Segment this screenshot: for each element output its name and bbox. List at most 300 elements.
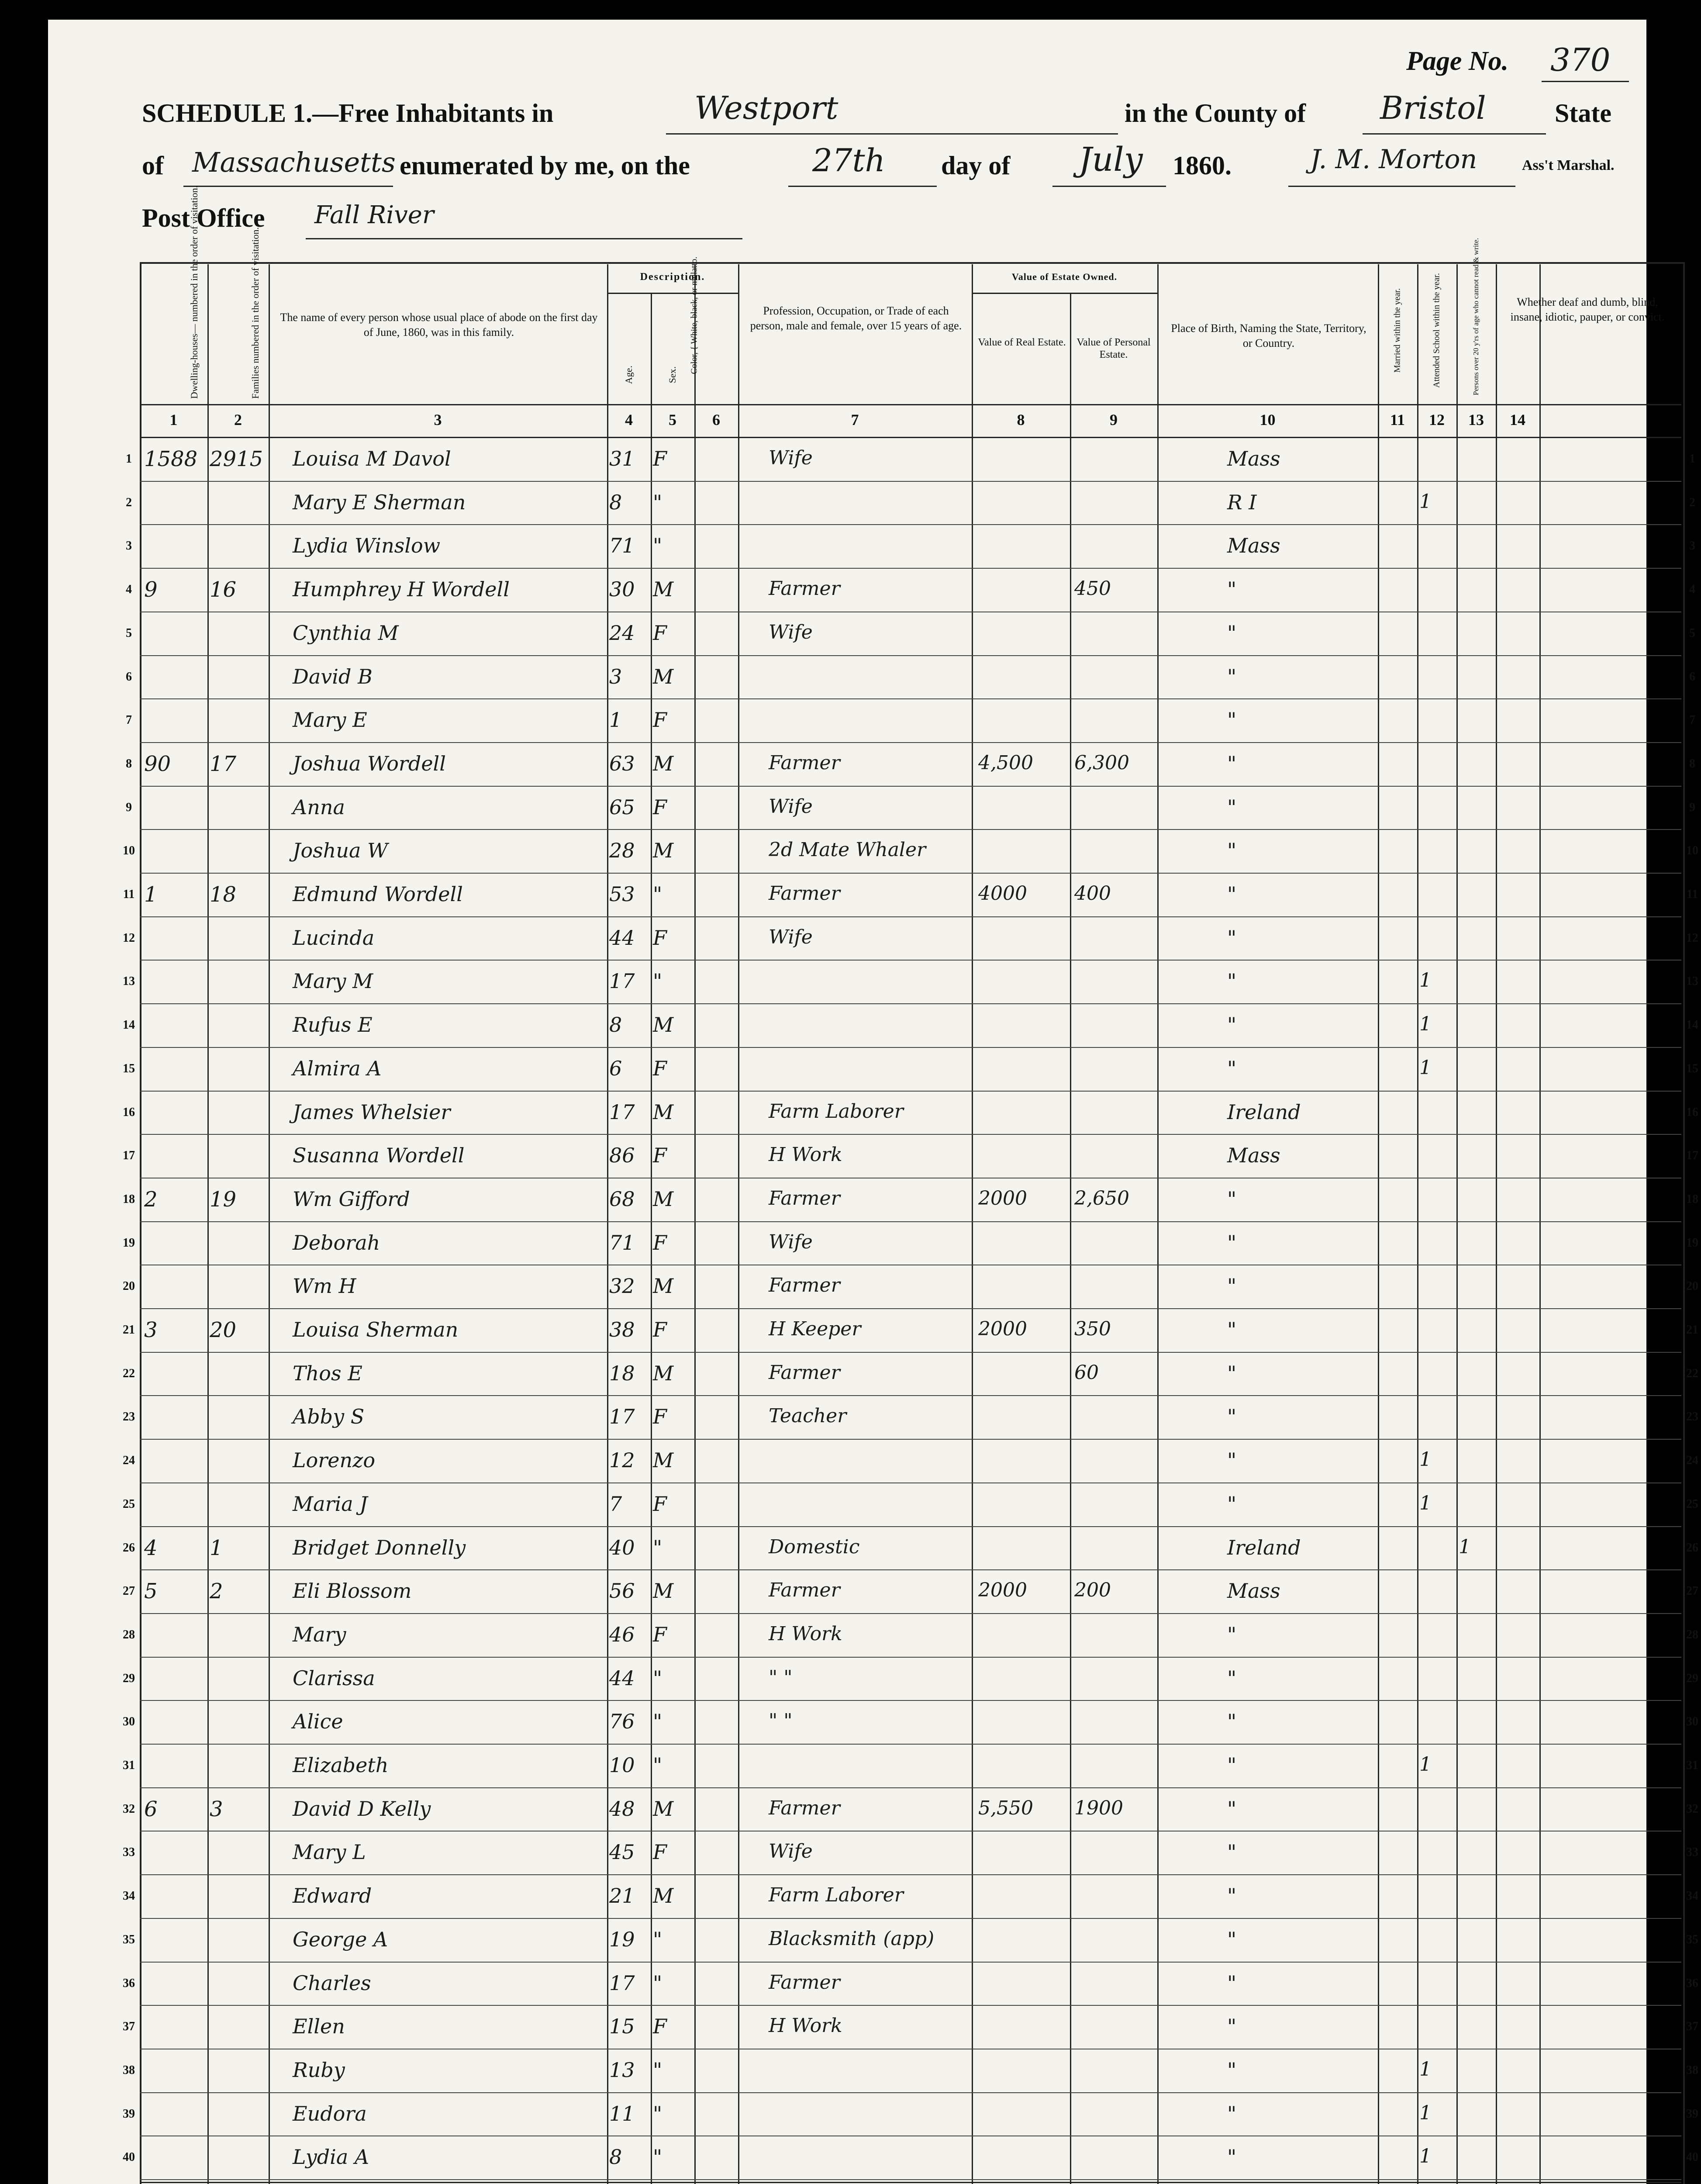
- cell-name: Rufus E: [293, 1013, 373, 1037]
- cell-occ: Domestic: [769, 1535, 860, 1558]
- enumeration-month: July: [1079, 140, 1143, 179]
- col-number: 7: [851, 411, 859, 429]
- cell-sex: M: [653, 664, 674, 688]
- cell-pers: 350: [1074, 1318, 1111, 1340]
- cell-name: Maria J: [293, 1492, 368, 1516]
- cell-occ: Farmer: [769, 1971, 840, 1994]
- cell-school: 1: [1419, 969, 1432, 992]
- line-number: 8: [1689, 757, 1695, 771]
- cell-sex: F: [653, 1318, 667, 1341]
- cell-age: 30: [609, 577, 635, 601]
- cell-name: Elizabeth: [293, 1753, 389, 1777]
- cell-pers: 60: [1074, 1361, 1099, 1384]
- town-underline: [666, 133, 1118, 135]
- cell-fam: 2915: [210, 447, 263, 471]
- cell-birth: ": [1227, 926, 1237, 950]
- cell-name: James Whelsier: [293, 1100, 451, 1124]
- cell-name: Eudora: [293, 2101, 367, 2125]
- line-number: 11: [1686, 888, 1698, 901]
- line-number: 35: [1686, 1932, 1698, 1946]
- line-number: 30: [1686, 1715, 1698, 1729]
- marshal-label: Ass't Marshal.: [1522, 157, 1615, 173]
- cell-sex: F: [653, 447, 667, 470]
- row-rule: [140, 1874, 1681, 1875]
- row-rule: [140, 2005, 1681, 2006]
- cell-sex: M: [653, 1884, 674, 1908]
- line-number: 31: [1686, 1759, 1698, 1772]
- row-rule: [140, 1787, 1681, 1788]
- row-rule: [140, 742, 1681, 743]
- cell-sex: M: [653, 577, 674, 601]
- row-rule: [140, 1657, 1681, 1658]
- cell-occ: Wife: [769, 926, 813, 948]
- cell-sex: ": [653, 1971, 662, 1995]
- line-number: 21: [123, 1323, 135, 1337]
- cell-age: 17: [609, 969, 635, 993]
- cell-age: 12: [609, 1448, 635, 1472]
- cell-age: 3: [609, 664, 622, 688]
- col7-header: Profession, Occupation, or Trade of each person, male and female, over 15 years of age.: [750, 304, 962, 332]
- row-rule: [140, 1613, 1681, 1614]
- cell-school: 1: [1419, 1492, 1432, 1514]
- line-number: 25: [1686, 1497, 1698, 1511]
- row-rule: [140, 916, 1681, 917]
- row-rule: [140, 1569, 1681, 1570]
- line-number: 18: [123, 1192, 135, 1206]
- cell-age: 32: [609, 1274, 635, 1298]
- cell-school: 1: [1419, 490, 1432, 513]
- line-number: 9: [1689, 800, 1695, 814]
- schedule-title: SCHEDULE 1.—Free Inhabitants in: [142, 99, 554, 128]
- cell-school: 1: [1419, 2058, 1432, 2080]
- col8-header: Value of Real Estate.: [978, 337, 1066, 348]
- cell-name: Mary E Sherman: [293, 490, 466, 514]
- cell-occ: Farmer: [769, 1187, 840, 1209]
- page-number-underline: [1542, 81, 1629, 82]
- row-rule: [140, 1091, 1681, 1092]
- cell-sex: F: [653, 708, 667, 732]
- col-number: 3: [434, 411, 442, 429]
- line-number: 35: [123, 1932, 135, 1946]
- cell-name: Wm Gifford: [293, 1187, 410, 1211]
- col5-header: Sex.: [667, 366, 678, 384]
- row-rule: [140, 1221, 1681, 1222]
- cell-name: George A: [293, 1927, 388, 1951]
- line-number: 33: [123, 1845, 135, 1859]
- cell-sex: ": [653, 490, 662, 514]
- cell-occ: Farmer: [769, 1361, 840, 1384]
- cell-sex: M: [653, 1100, 674, 1124]
- day-of-label: day of: [941, 151, 1011, 180]
- line-number: 39: [1686, 2107, 1698, 2121]
- line-number: 16: [1686, 1105, 1698, 1119]
- row-rule: [140, 960, 1681, 961]
- row-rule: [140, 2179, 1681, 2180]
- cell-birth: Mass: [1227, 534, 1280, 558]
- col1-header: Dwelling-houses— numbered in the order of visitation.: [189, 185, 200, 399]
- cell-birth: ": [1227, 1230, 1237, 1254]
- col-number: 9: [1110, 411, 1118, 429]
- line-number: 19: [1686, 1236, 1698, 1250]
- description-header: Description.: [640, 271, 705, 283]
- line-number: 27: [1686, 1584, 1698, 1598]
- cell-sex: ": [653, 1710, 662, 1734]
- cell-birth: Mass: [1227, 447, 1280, 470]
- cell-name: Mary M: [293, 969, 373, 993]
- cell-name: Thos E: [293, 1361, 362, 1385]
- cell-sex: M: [653, 1013, 674, 1037]
- cell-name: Edward: [293, 1884, 372, 1908]
- row-rule: [140, 786, 1681, 787]
- cell-birth: Mass: [1227, 1579, 1280, 1603]
- cell-birth: ": [1227, 2058, 1237, 2082]
- row-rule: [140, 1700, 1681, 1701]
- line-number: 17: [1686, 1149, 1698, 1163]
- cell-age: 11: [609, 2101, 635, 2125]
- cell-name: Edmund Wordell: [293, 882, 463, 906]
- cell-pers: 2,650: [1074, 1187, 1129, 1209]
- cell-fam: 17: [210, 751, 237, 776]
- cell-name: Eli Blossom: [293, 1579, 412, 1603]
- cell-name: Bridget Donnelly: [293, 1535, 466, 1559]
- cell-name: Lorenzo: [293, 1448, 376, 1472]
- cell-birth: ": [1227, 1797, 1237, 1821]
- cell-occ: Blacksmith (app): [769, 1927, 935, 1950]
- cell-age: 63: [609, 751, 635, 775]
- cell-sex: M: [653, 1187, 674, 1211]
- cell-name: Louisa M Davol: [293, 447, 451, 470]
- line-number: 36: [123, 1976, 135, 1990]
- cell-age: 31: [609, 447, 635, 470]
- line-number: 15: [123, 1061, 135, 1075]
- cell-birth: ": [1227, 2145, 1237, 2169]
- cell-name: Joshua Wordell: [293, 751, 446, 775]
- row-rule: [140, 655, 1681, 656]
- state-label: State: [1555, 99, 1611, 128]
- cell-age: 71: [609, 1230, 635, 1254]
- line-number: 18: [1686, 1192, 1698, 1206]
- cell-occ: Farm Laborer: [769, 1100, 904, 1123]
- cell-age: 19: [609, 1927, 635, 1951]
- line-number: 7: [126, 713, 132, 727]
- cell-sex: F: [653, 2015, 667, 2039]
- cell-dw: 9: [144, 577, 158, 602]
- cell-birth: ": [1227, 839, 1237, 863]
- cell-sex: ": [653, 2058, 662, 2082]
- cell-age: 1: [609, 708, 622, 732]
- line-number: 19: [123, 1236, 135, 1250]
- cell-age: 21: [609, 1884, 635, 1908]
- line-number: 30: [123, 1715, 135, 1729]
- line-number: 1: [1689, 452, 1695, 466]
- cell-fam: 20: [210, 1318, 237, 1342]
- line-number: 10: [123, 844, 135, 858]
- cell-birth: ": [1227, 2015, 1237, 2039]
- row-rule: [140, 1526, 1681, 1527]
- cell-birth: ": [1227, 1405, 1237, 1429]
- cell-birth: R I: [1227, 490, 1257, 514]
- cell-age: 45: [609, 1840, 635, 1864]
- cell-age: 17: [609, 1971, 635, 1995]
- county-label: in the County of: [1125, 99, 1306, 128]
- row-rule: [140, 1352, 1681, 1353]
- col10-header: Place of Birth, Naming the State, Territory, or Country.: [1171, 322, 1366, 349]
- line-number: 3: [1689, 539, 1695, 553]
- col-number: 11: [1390, 411, 1405, 429]
- cell-name: Lydia Winslow: [293, 534, 441, 558]
- cell-name: Mary L: [293, 1840, 366, 1864]
- line-number: 12: [1686, 931, 1698, 945]
- year: 1860.: [1173, 151, 1232, 180]
- line-number: 6: [1689, 670, 1695, 684]
- line-number: 28: [123, 1628, 135, 1641]
- cell-age: 6: [609, 1056, 622, 1080]
- cell-sex: ": [653, 1666, 662, 1690]
- cell-age: 18: [609, 1361, 635, 1385]
- cell-sex: F: [653, 621, 667, 645]
- line-number: 29: [123, 1671, 135, 1685]
- cell-birth: ": [1227, 1274, 1237, 1298]
- cell-sex: ": [653, 1535, 662, 1559]
- row-rule: [140, 829, 1681, 830]
- line-number: 28: [1686, 1628, 1698, 1641]
- cell-name: David D Kelly: [293, 1797, 431, 1821]
- cell-name: Wm H: [293, 1274, 356, 1298]
- col9-header: Value of Personal Estate.: [1076, 337, 1151, 360]
- cell-age: 68: [609, 1187, 635, 1211]
- col2-header: Families numbered in the order of visitation.: [250, 227, 261, 399]
- cell-school: 1: [1419, 1056, 1432, 1079]
- cell-fam: 3: [210, 1797, 223, 1821]
- cell-c13: 1: [1459, 1535, 1471, 1558]
- col14-header: Whether deaf and dumb, blind, insane, idiotic, pauper, or convict.: [1510, 296, 1665, 323]
- line-number: 2: [1689, 495, 1695, 509]
- cell-occ: H Work: [769, 2015, 842, 2037]
- cell-birth: Ireland: [1227, 1535, 1301, 1559]
- row-rule: [140, 698, 1681, 699]
- line-number: 40: [1686, 2150, 1698, 2164]
- col-number: 12: [1429, 411, 1445, 429]
- cell-sex: ": [653, 969, 662, 993]
- cell-birth: ": [1227, 1448, 1237, 1472]
- line-number: 13: [1686, 975, 1698, 988]
- line-number: 17: [123, 1149, 135, 1163]
- cell-dw: 1588: [144, 447, 198, 471]
- col-number: 8: [1017, 411, 1025, 429]
- cell-name: Ellen: [293, 2015, 345, 2039]
- line-number: 25: [123, 1497, 135, 1511]
- post-office: Fall River: [314, 201, 434, 229]
- cell-birth: ": [1227, 1884, 1237, 1908]
- cell-occ: Teacher: [769, 1405, 847, 1427]
- cell-birth: Ireland: [1227, 1100, 1301, 1124]
- cell-age: 76: [609, 1710, 635, 1734]
- cell-sex: M: [653, 839, 674, 863]
- cell-age: 17: [609, 1100, 635, 1124]
- cell-pers: 400: [1074, 882, 1111, 905]
- town-name: Westport: [694, 90, 838, 126]
- cell-birth: ": [1227, 621, 1237, 645]
- line-number: 38: [123, 2063, 135, 2077]
- cell-birth: ": [1227, 1056, 1237, 1080]
- cell-birth: ": [1227, 577, 1237, 601]
- cell-pers: 200: [1074, 1579, 1111, 1602]
- cell-name: Humphrey H Wordell: [293, 577, 510, 601]
- cell-name: Anna: [293, 795, 345, 819]
- cell-name: Lucinda: [293, 926, 375, 950]
- line-number: 31: [123, 1759, 135, 1772]
- line-number: 7: [1689, 713, 1695, 727]
- line-number: 26: [123, 1541, 135, 1555]
- cell-sex: M: [653, 1274, 674, 1298]
- of-label: of: [142, 151, 164, 180]
- line-number: 15: [1686, 1061, 1698, 1075]
- cell-pers: 6,300: [1074, 751, 1129, 774]
- cell-sex: M: [653, 751, 674, 775]
- line-number: 14: [123, 1018, 135, 1032]
- line-number: 34: [123, 1889, 135, 1903]
- row-rule: [140, 1962, 1681, 1963]
- cell-real: 2000: [978, 1579, 1027, 1602]
- cell-sex: ": [653, 2145, 662, 2169]
- cell-real: 5,550: [978, 1797, 1033, 1819]
- row-rule: [140, 1047, 1681, 1048]
- line-number: 4: [1689, 583, 1695, 597]
- line-number: 20: [123, 1279, 135, 1293]
- line-number: 27: [123, 1584, 135, 1598]
- cell-name: David B: [293, 664, 373, 688]
- cell-age: 40: [609, 1535, 635, 1559]
- cell-occ: H Keeper: [769, 1318, 861, 1340]
- cell-name: Almira A: [293, 1056, 382, 1080]
- row-rule: [140, 873, 1681, 874]
- line-number: 38: [1686, 2063, 1698, 2077]
- post-office-underline: [306, 238, 742, 239]
- post-office-label: Post Office: [142, 204, 265, 232]
- cell-occ: Farmer: [769, 1274, 840, 1297]
- cell-sex: ": [653, 882, 662, 906]
- cell-real: 4000: [978, 882, 1027, 905]
- cell-birth: ": [1227, 1622, 1237, 1646]
- line-number: 24: [123, 1454, 135, 1468]
- state-name: Massachusetts: [192, 146, 396, 178]
- cell-occ: Wife: [769, 621, 813, 643]
- line-number: 24: [1686, 1454, 1698, 1468]
- cell-birth: ": [1227, 1187, 1237, 1211]
- cell-age: 44: [609, 1666, 635, 1690]
- cell-name: Louisa Sherman: [293, 1318, 459, 1341]
- col-number: 6: [712, 411, 720, 429]
- cell-name: Charles: [293, 1971, 371, 1995]
- line-number: 34: [1686, 1889, 1698, 1903]
- cell-age: 46: [609, 1622, 635, 1646]
- cell-real: 2000: [978, 1187, 1027, 1209]
- line-number: 22: [1686, 1366, 1698, 1380]
- cell-dw: 2: [144, 1187, 158, 1212]
- estate-header: Value of Estate Owned.: [1011, 271, 1118, 282]
- cell-age: 24: [609, 621, 635, 645]
- cell-sex: M: [653, 1797, 674, 1821]
- line-number: 26: [1686, 1541, 1698, 1555]
- cell-age: 10: [609, 1753, 635, 1777]
- line-number: 1: [126, 452, 132, 466]
- enumeration-day: 27th: [812, 142, 885, 179]
- row-rule: [140, 2092, 1681, 2093]
- cell-sex: F: [653, 1405, 667, 1429]
- cell-occ: " ": [769, 1666, 793, 1689]
- marshal-underline: [1288, 186, 1515, 187]
- col13-header: Persons over 20 y'rs of age who cannot read & write.: [1472, 238, 1480, 395]
- line-number: 20: [1686, 1279, 1698, 1293]
- cell-sex: M: [653, 1448, 674, 1472]
- cell-occ: " ": [769, 1710, 793, 1732]
- cell-age: 7: [609, 1492, 622, 1516]
- line-number: 40: [123, 2150, 135, 2164]
- cell-birth: ": [1227, 1840, 1237, 1864]
- col11-header: Married within the year.: [1392, 288, 1402, 373]
- row-rule: [140, 524, 1681, 525]
- cell-occ: Wife: [769, 1230, 813, 1253]
- row-rule: [140, 1134, 1681, 1135]
- cell-age: 28: [609, 839, 635, 863]
- col6-header: Color, { White, black, or mulatto.: [689, 256, 699, 374]
- line-number: 4: [126, 583, 132, 597]
- cell-school: 1: [1419, 1753, 1432, 1776]
- cell-birth: ": [1227, 1666, 1237, 1690]
- line-number: 36: [1686, 1976, 1698, 1990]
- line-number: 9: [126, 800, 132, 814]
- cell-birth: ": [1227, 1710, 1237, 1734]
- county-name: Bristol: [1380, 90, 1486, 126]
- row-rule: [140, 1831, 1681, 1832]
- cell-occ: Wife: [769, 447, 813, 469]
- col-number: 1: [169, 411, 178, 429]
- cell-fam: 2: [210, 1579, 223, 1604]
- cell-birth: ": [1227, 1753, 1237, 1777]
- cell-birth: ": [1227, 664, 1237, 688]
- line-number: 39: [123, 2107, 135, 2121]
- cell-age: 65: [609, 795, 635, 819]
- col-number: 4: [625, 411, 633, 429]
- row-rule: [140, 1744, 1681, 1745]
- month-underline: [1052, 186, 1166, 187]
- row-rule: [140, 1003, 1681, 1004]
- cell-occ: H Work: [769, 1144, 842, 1166]
- line-number: 29: [1686, 1671, 1698, 1685]
- cell-birth: ": [1227, 1971, 1237, 1995]
- cell-age: 56: [609, 1579, 635, 1603]
- cell-sex: F: [653, 1622, 667, 1646]
- line-number: 22: [123, 1366, 135, 1380]
- cell-name: Ruby: [293, 2058, 345, 2082]
- line-number: 23: [123, 1410, 135, 1424]
- cell-birth: ": [1227, 1492, 1237, 1516]
- cell-dw: 1: [144, 882, 158, 907]
- cell-birth: ": [1227, 795, 1237, 819]
- cell-sex: M: [653, 1361, 674, 1385]
- cell-dw: 90: [144, 751, 171, 776]
- line-number: 16: [123, 1105, 135, 1119]
- cell-birth: ": [1227, 751, 1237, 775]
- cell-occ: Farm Laborer: [769, 1884, 904, 1907]
- cell-birth: ": [1227, 882, 1237, 906]
- cell-birth: ": [1227, 1318, 1237, 1341]
- cell-age: 8: [609, 490, 622, 514]
- cell-sex: F: [653, 926, 667, 950]
- cell-occ: Farmer: [769, 577, 840, 600]
- row-rule: [140, 1918, 1681, 1919]
- cell-occ: 2d Mate Whaler: [769, 839, 926, 861]
